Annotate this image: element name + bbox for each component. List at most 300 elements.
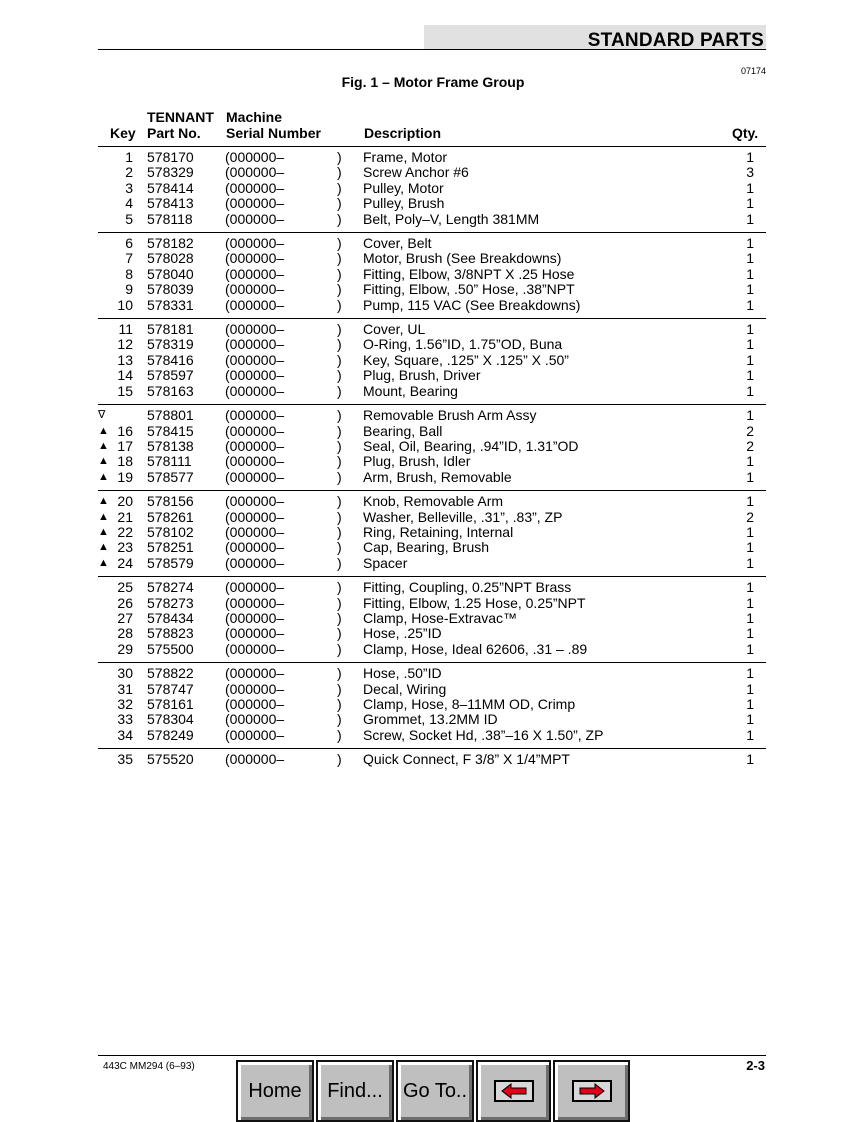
row-quantity: 1 — [746, 539, 754, 556]
row-part-number: 578319 — [147, 336, 194, 353]
table-row — [98, 577, 766, 596]
row-marker: ▲ — [98, 525, 109, 538]
row-quantity: 1 — [746, 321, 754, 338]
row-key: 19 — [117, 468, 133, 485]
row-serial-number: (000000– — [225, 195, 285, 212]
row-serial-number: (000000– — [225, 351, 285, 368]
row-serial-number: (000000– — [225, 382, 285, 399]
row-quantity: 1 — [746, 367, 754, 384]
page-section-title: STANDARD PARTS — [587, 30, 764, 51]
row-marker — [98, 165, 110, 180]
row-part-number: 578040 — [147, 265, 194, 282]
row-description: Cover, Belt — [363, 235, 432, 252]
row-part-number: 578434 — [147, 609, 194, 626]
row-key: 22 — [117, 523, 133, 540]
table-row — [98, 728, 766, 749]
row-serial-number: (000000– — [225, 523, 285, 540]
row-marker — [98, 282, 110, 297]
row-marker — [98, 267, 110, 282]
row-description: Screw, Socket Hd, .38”–16 X 1.50”, ZP — [363, 726, 604, 743]
table-row — [98, 298, 766, 319]
parts-group — [98, 319, 766, 405]
row-quantity: 1 — [746, 336, 754, 353]
row-marker — [98, 298, 110, 319]
row-part-number: 578577 — [147, 468, 194, 485]
row-serial-close: ) — [337, 711, 342, 728]
table-row — [98, 353, 766, 368]
parts-group — [98, 147, 766, 233]
row-description: Clamp, Hose, 8–11MM OD, Crimp — [363, 696, 576, 712]
row-serial-close: ) — [337, 149, 342, 165]
row-marker: ▲ — [98, 470, 109, 483]
row-key: 29 — [117, 640, 133, 657]
row-quantity: 1 — [746, 696, 754, 712]
find-button-label: Find... — [327, 1079, 383, 1102]
row-key: 24 — [117, 554, 133, 571]
row-marker: ▲ — [98, 510, 109, 523]
row-marker: ▲ — [98, 439, 109, 452]
row-part-number: 578251 — [147, 539, 194, 556]
next-page-button[interactable] — [553, 1060, 630, 1122]
row-serial-number: (000000– — [225, 164, 285, 181]
row-quantity: 1 — [746, 579, 754, 596]
table-row — [98, 749, 766, 773]
table-row — [98, 697, 766, 712]
row-marker — [98, 319, 110, 338]
row-marker — [98, 663, 110, 682]
row-quantity: 1 — [746, 493, 754, 510]
row-key: 12 — [117, 336, 133, 353]
row-marker — [98, 697, 110, 712]
row-marker: ▲ — [98, 556, 109, 569]
row-marker — [98, 212, 110, 233]
row-quantity: 1 — [746, 609, 754, 626]
row-part-number: 578028 — [147, 250, 194, 267]
row-serial-close: ) — [337, 680, 342, 697]
table-row — [98, 196, 766, 211]
row-marker — [98, 181, 110, 196]
row-key: 1 — [125, 149, 133, 165]
table-row — [98, 470, 766, 491]
row-quantity: 1 — [746, 523, 754, 540]
row-serial-number: (000000– — [225, 453, 285, 470]
row-quantity: 1 — [746, 179, 754, 196]
row-description: O-Ring, 1.56”ID, 1.75”OD, Buna — [363, 336, 563, 353]
row-serial-close: ) — [337, 321, 342, 338]
row-key: 10 — [117, 296, 133, 313]
row-quantity: 1 — [746, 149, 754, 165]
table-row — [98, 405, 766, 424]
row-serial-close: ) — [337, 250, 342, 267]
row-quantity: 1 — [746, 751, 754, 768]
row-marker — [98, 368, 110, 383]
row-key: 13 — [117, 351, 133, 368]
row-description: Clamp, Hose, Ideal 62606, .31 – .89 — [363, 640, 588, 657]
row-key: 23 — [117, 539, 133, 556]
row-quantity: 1 — [746, 210, 754, 227]
row-key: 31 — [117, 680, 133, 697]
row-serial-close: ) — [337, 751, 342, 768]
row-part-number: 578822 — [147, 665, 194, 682]
row-part-number: 578415 — [147, 422, 194, 439]
col-header-description: Description — [364, 125, 442, 141]
row-serial-close: ) — [337, 422, 342, 439]
row-description: Bearing, Ball — [363, 422, 443, 439]
row-part-number: 575520 — [147, 751, 194, 768]
row-serial-number: (000000– — [225, 579, 285, 596]
row-serial-number: (000000– — [225, 751, 285, 768]
row-part-number: 578416 — [147, 351, 194, 368]
col-header-serial-line1: Machine — [226, 109, 283, 125]
row-serial-number: (000000– — [225, 468, 285, 485]
table-row — [98, 525, 766, 540]
row-serial-close: ) — [337, 554, 342, 571]
row-description: Fitting, Coupling, 0.25”NPT Brass — [363, 579, 572, 596]
row-quantity: 1 — [746, 235, 754, 252]
row-serial-number: (000000– — [225, 665, 285, 682]
row-description: Pulley, Brush — [363, 195, 445, 212]
row-marker: ▲ — [98, 541, 109, 554]
row-description: Seal, Oil, Bearing, .94”ID, 1.31”OD — [363, 437, 579, 454]
row-serial-close: ) — [337, 382, 342, 399]
row-serial-number: (000000– — [225, 250, 285, 267]
table-row — [98, 642, 766, 663]
goto-button-label: Go To.. — [402, 1079, 468, 1102]
row-key: 21 — [117, 508, 133, 525]
row-key: 16 — [117, 422, 133, 439]
row-serial-number: (000000– — [225, 680, 285, 697]
row-serial-close: ) — [337, 210, 342, 227]
row-serial-number: (000000– — [225, 407, 285, 424]
row-description: Decal, Wiring — [363, 680, 447, 697]
row-key: 32 — [117, 696, 133, 712]
row-description: Cap, Bearing, Brush — [363, 539, 490, 556]
row-quantity: 1 — [746, 726, 754, 743]
row-key: 7 — [125, 250, 133, 267]
row-part-number: 578039 — [147, 281, 194, 298]
row-key: 5 — [125, 210, 133, 227]
table-row — [98, 212, 766, 233]
table-row — [98, 510, 766, 525]
parts-group — [98, 491, 766, 577]
document-code: 07174 — [740, 66, 766, 76]
row-key: 15 — [117, 382, 133, 399]
row-serial-close: ) — [337, 594, 342, 611]
row-serial-number: (000000– — [225, 281, 285, 298]
table-row — [98, 626, 766, 641]
row-serial-close: ) — [337, 179, 342, 196]
find-button[interactable] — [316, 1060, 394, 1122]
row-part-number: 578747 — [147, 680, 194, 697]
table-row — [98, 439, 766, 454]
table-row — [98, 611, 766, 626]
row-serial-number: (000000– — [225, 539, 285, 556]
row-quantity: 1 — [746, 665, 754, 682]
row-key: 34 — [117, 726, 133, 743]
parts-group — [98, 233, 766, 319]
row-part-number: 578329 — [147, 164, 194, 181]
table-row — [98, 682, 766, 697]
row-key: 25 — [117, 579, 133, 596]
row-description: Key, Square, .125” X .125” X .50” — [363, 351, 569, 368]
arrow-left-icon — [494, 1080, 534, 1102]
row-serial-close: ) — [337, 407, 342, 424]
row-part-number: 575500 — [147, 640, 194, 657]
row-serial-number: (000000– — [225, 149, 285, 165]
row-quantity: 3 — [746, 164, 754, 181]
table-row — [98, 147, 766, 166]
row-description: Fitting, Elbow, 1.25 Hose, 0.25”NPT — [363, 594, 586, 611]
row-key: 27 — [117, 609, 133, 626]
row-part-number: 578161 — [147, 696, 194, 712]
row-serial-close: ) — [337, 609, 342, 626]
row-part-number: 578118 — [147, 210, 193, 227]
row-serial-close: ) — [337, 296, 342, 313]
row-quantity: 1 — [746, 281, 754, 298]
row-description: Plug, Brush, Idler — [363, 453, 471, 470]
row-serial-close: ) — [337, 508, 342, 525]
row-serial-number: (000000– — [225, 265, 285, 282]
parts-group — [98, 663, 766, 749]
row-serial-number: (000000– — [225, 321, 285, 338]
header-divider — [98, 49, 766, 50]
table-row — [98, 319, 766, 338]
row-part-number: 578414 — [147, 179, 194, 196]
table-row — [98, 491, 766, 510]
col-header-serial-line2: Serial Number — [226, 125, 321, 141]
row-description: Motor, Brush (See Breakdowns) — [363, 250, 562, 267]
row-serial-number: (000000– — [225, 726, 285, 743]
row-serial-number: (000000– — [225, 625, 285, 642]
previous-page-button[interactable] — [476, 1060, 551, 1122]
row-description: Fitting, Elbow, .50” Hose, .38”NPT — [363, 281, 575, 298]
col-header-part-line2: Part No. — [147, 125, 201, 141]
page-number: 2-3 — [746, 1058, 765, 1073]
row-description: Pump, 115 VAC (See Breakdowns) — [363, 296, 581, 313]
row-serial-close: ) — [337, 367, 342, 384]
row-marker — [98, 353, 110, 368]
row-serial-close: ) — [337, 351, 342, 368]
footer-divider — [98, 1055, 766, 1056]
row-part-number: 578156 — [147, 493, 194, 510]
table-row — [98, 165, 766, 180]
row-part-number: 578823 — [147, 625, 194, 642]
row-description: Knob, Removable Arm — [363, 493, 504, 510]
row-marker — [98, 233, 110, 252]
row-serial-number: (000000– — [225, 640, 285, 657]
row-description: Cover, UL — [363, 321, 426, 338]
row-key: 33 — [117, 711, 133, 728]
row-quantity: 1 — [746, 382, 754, 399]
row-marker — [98, 577, 110, 596]
row-serial-number: (000000– — [225, 336, 285, 353]
goto-button[interactable] — [396, 1060, 474, 1122]
table-row — [98, 282, 766, 297]
row-part-number: 578597 — [147, 367, 194, 384]
row-description: Fitting, Elbow, 3/8NPT X .25 Hose — [363, 265, 575, 282]
row-description: Hose, .50”ID — [363, 665, 442, 682]
row-serial-number: (000000– — [225, 367, 285, 384]
row-serial-number: (000000– — [225, 493, 285, 510]
row-serial-number: (000000– — [225, 296, 285, 313]
row-marker: ▲ — [98, 424, 109, 437]
row-key: 2 — [125, 164, 133, 181]
row-serial-close: ) — [337, 665, 342, 682]
row-part-number: 578182 — [147, 235, 194, 252]
row-marker — [98, 596, 110, 611]
row-serial-close: ) — [337, 493, 342, 510]
row-marker — [98, 626, 110, 641]
row-serial-close: ) — [337, 265, 342, 282]
row-quantity: 2 — [746, 437, 754, 454]
row-key: 6 — [125, 235, 133, 252]
row-serial-close: ) — [337, 579, 342, 596]
row-part-number: 578331 — [147, 296, 194, 313]
row-description: Plug, Brush, Driver — [363, 367, 481, 384]
row-description: Quick Connect, F 3/8” X 1/4”MPT — [363, 751, 570, 768]
table-row — [98, 267, 766, 282]
row-serial-number: (000000– — [225, 609, 285, 626]
figure-title: Fig. 1 – Motor Frame Group — [341, 74, 525, 90]
home-button[interactable] — [236, 1060, 314, 1122]
row-serial-close: ) — [337, 640, 342, 657]
row-description: Grommet, 13.2MM ID — [363, 711, 498, 728]
row-serial-number: (000000– — [225, 210, 285, 227]
row-quantity: 1 — [746, 250, 754, 267]
row-serial-number: (000000– — [225, 711, 285, 728]
row-serial-close: ) — [337, 726, 342, 743]
table-row — [98, 368, 766, 383]
row-part-number: 578273 — [147, 594, 194, 611]
table-row — [98, 454, 766, 469]
row-part-number: 578801 — [147, 407, 194, 424]
row-serial-close: ) — [337, 453, 342, 470]
row-quantity: 1 — [746, 554, 754, 571]
row-description: Spacer — [363, 554, 408, 571]
row-marker — [98, 196, 110, 211]
row-part-number: 578102 — [147, 523, 194, 540]
row-quantity: 1 — [746, 265, 754, 282]
row-key — [110, 405, 147, 424]
row-marker: ▲ — [98, 455, 109, 468]
row-serial-number: (000000– — [225, 179, 285, 196]
table-row — [98, 337, 766, 352]
row-marker: ▲ — [98, 495, 109, 508]
row-marker — [98, 337, 110, 352]
table-row — [98, 596, 766, 611]
row-quantity: 1 — [746, 453, 754, 470]
row-marker — [98, 682, 110, 697]
row-key: 8 — [125, 265, 133, 282]
table-row — [98, 384, 766, 405]
row-quantity: 1 — [746, 195, 754, 212]
row-key: 9 — [125, 281, 133, 298]
table-row — [98, 540, 766, 555]
row-key: 30 — [117, 665, 133, 682]
row-serial-number: (000000– — [225, 594, 285, 611]
row-description: Removable Brush Arm Assy — [363, 407, 537, 424]
row-serial-number: (000000– — [225, 422, 285, 439]
row-marker — [98, 384, 110, 405]
row-quantity: 1 — [746, 296, 754, 313]
row-description: Frame, Motor — [363, 149, 448, 165]
row-part-number: 578261 — [147, 508, 194, 525]
row-serial-close: ) — [337, 523, 342, 540]
row-part-number: 578170 — [147, 149, 194, 165]
row-serial-number: (000000– — [225, 437, 285, 454]
row-serial-close: ) — [337, 437, 342, 454]
col-header-part-line1: TENNANT — [147, 109, 214, 125]
row-serial-number: (000000– — [225, 508, 285, 525]
row-description: Ring, Retaining, Internal — [363, 523, 514, 540]
row-key: 18 — [117, 453, 133, 470]
row-serial-close: ) — [337, 281, 342, 298]
row-serial-close: ) — [337, 164, 342, 181]
row-marker — [98, 251, 110, 266]
row-key: 26 — [117, 594, 133, 611]
footer-document-code: 443C MM294 (6–93) — [103, 1061, 195, 1072]
row-serial-close: ) — [337, 336, 342, 353]
row-part-number: 578163 — [147, 382, 194, 399]
row-quantity: 1 — [746, 640, 754, 657]
row-part-number: 578249 — [147, 726, 194, 743]
row-description: Clamp, Hose-Extravac™ — [363, 609, 518, 626]
row-serial-close: ) — [337, 235, 342, 252]
row-part-number: 578138 — [147, 437, 194, 454]
row-quantity: 2 — [746, 508, 754, 525]
row-key: 14 — [117, 367, 133, 384]
row-serial-number: (000000– — [225, 696, 285, 712]
row-key: 11 — [118, 321, 133, 338]
row-serial-close: ) — [337, 625, 342, 642]
table-row — [98, 251, 766, 266]
row-part-number: 578304 — [147, 711, 194, 728]
parts-table — [98, 146, 766, 773]
row-description: Mount, Bearing — [363, 382, 458, 399]
row-marker — [98, 749, 110, 773]
parts-group — [98, 577, 766, 663]
row-quantity: 1 — [746, 625, 754, 642]
row-marker — [98, 728, 110, 749]
row-serial-close: ) — [337, 195, 342, 212]
row-quantity: 1 — [746, 468, 754, 485]
row-marker: ∇ — [98, 409, 106, 422]
row-marker — [98, 611, 110, 626]
row-description: Pulley, Motor — [363, 179, 444, 196]
row-key: 35 — [117, 751, 133, 768]
table-row — [98, 424, 766, 439]
table-row — [98, 712, 766, 727]
home-button-label: Home — [248, 1079, 302, 1102]
row-marker — [98, 642, 110, 663]
row-marker — [98, 712, 110, 727]
table-row — [98, 233, 766, 252]
parts-group — [98, 749, 766, 773]
row-part-number: 578181 — [147, 321, 194, 338]
arrow-right-icon — [572, 1080, 612, 1102]
table-row — [98, 663, 766, 682]
col-header-key: Key — [110, 125, 136, 141]
table-row — [98, 556, 766, 577]
row-quantity: 1 — [746, 351, 754, 368]
row-description: Arm, Brush, Removable — [363, 468, 512, 485]
row-serial-close: ) — [337, 696, 342, 712]
row-quantity: 2 — [746, 422, 754, 439]
row-part-number: 578413 — [147, 195, 194, 212]
row-description: Hose, .25”ID — [363, 625, 442, 642]
row-marker — [98, 147, 110, 166]
table-row — [98, 181, 766, 196]
